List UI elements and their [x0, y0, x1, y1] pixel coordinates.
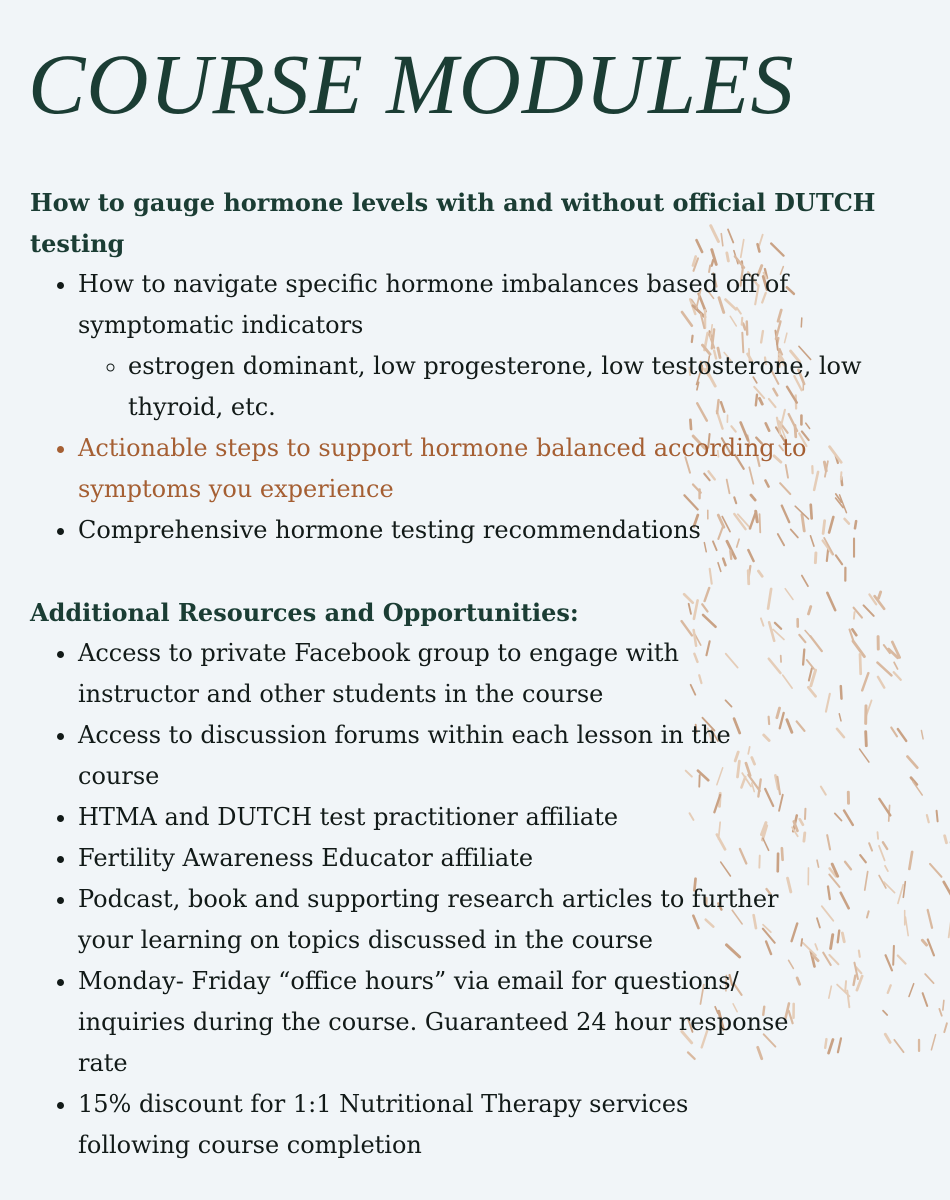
list-item-text: How to navigate specific hormone imbalances based off of symptomatic indicators — [78, 270, 789, 339]
list-item: • Access to private Facebook group to engage with instructor and other students in the course — [78, 633, 718, 715]
list-item: • Access to discussion forums within each lesson in the course — [78, 715, 798, 797]
section-heading-hormones: How to gauge hormone levels with and without official DUTCH testing — [30, 188, 876, 258]
list-item: • 15% discount for 1:1 Nutritional Therapy services following course completion — [78, 1084, 718, 1166]
section-heading-resources: Additional Resources and Opportunities: — [30, 598, 579, 627]
list-item: • Comprehensive hormone testing recommendations — [78, 510, 900, 551]
course-content — [30, 182, 900, 1166]
list-item: • Podcast, book and supporting research articles to further your learning on topics discussed in the course — [78, 879, 818, 961]
sub-list-item: ◦ estrogen dominant, low progesterone, low testosterone, low thyroid, etc. — [128, 346, 900, 428]
list-item: • Fertility Awareness Educator affiliate — [78, 838, 900, 879]
hormone-list — [30, 264, 900, 551]
list-item: • Monday- Friday “office hours” via email for questions/ inquiries during the course. Guaranteed 24 hour response rate — [78, 961, 798, 1084]
list-item: • HTMA and DUTCH test practitioner affiliate — [78, 797, 900, 838]
sub-list — [78, 346, 900, 428]
list-item — [78, 264, 900, 428]
resources-list — [30, 633, 900, 1166]
list-item-highlighted: • Actionable steps to support hormone balanced according to symptoms you experience — [78, 428, 900, 510]
page-title: COURSE MODULES — [28, 36, 795, 132]
